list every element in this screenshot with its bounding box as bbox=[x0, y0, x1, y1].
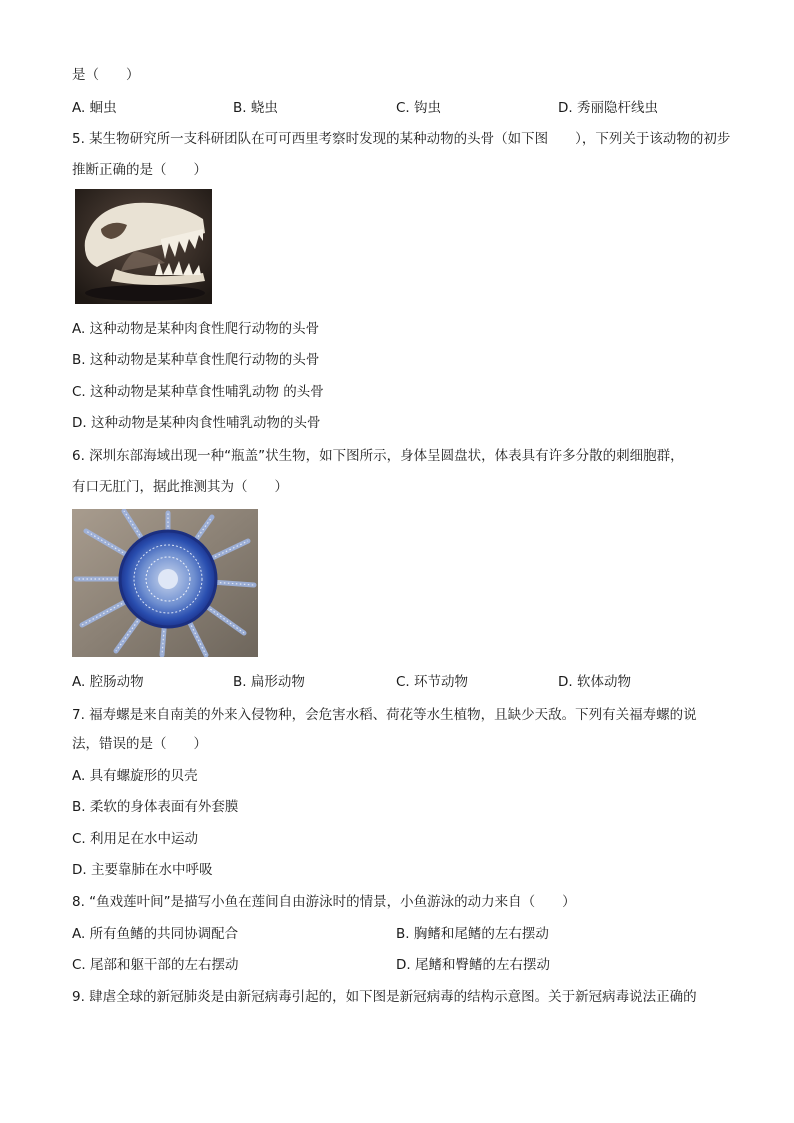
q6-option-d: D. 软体动物 bbox=[558, 674, 631, 690]
q5-option-d: D. 这种动物是某种肉食性哺乳动物的头骨 bbox=[72, 415, 321, 431]
q8-option-a: A. 所有鱼鳍的共同协调配合 bbox=[72, 926, 239, 942]
q6-option-b: B. 扁形动物 bbox=[233, 674, 305, 690]
skull-icon bbox=[75, 189, 212, 304]
animal-skull-photo bbox=[75, 189, 212, 304]
q8-option-d: D. 尾鳍和臀鳍的左右摆动 bbox=[396, 957, 550, 973]
q6-option-c: C. 环节动物 bbox=[396, 674, 469, 690]
q4-option-d: D. 秀丽隐杆线虫 bbox=[558, 100, 658, 116]
q8-option-c: C. 尾部和躯干部的左右摆动 bbox=[72, 957, 239, 973]
q5-stem-line1: 5. 某生物研究所一支科研团队在可可西里考察时发现的某种动物的头骨（如下图 ），下列关于该动物的初步 bbox=[72, 131, 731, 147]
q7-stem-line1: 7. 福寿螺是来自南美的外来入侵物种，会危害水稻、荷花等水生植物，且缺少天敌。下列有关福寿螺的说 bbox=[72, 707, 697, 723]
q5-option-c: C. 这种动物是某种草食性哺乳动物 的头骨 bbox=[72, 384, 324, 400]
q8-stem-line1: 8. “鱼戏莲叶间”是描写小鱼在莲间自由游泳时的情景，小鱼游泳的动力来自（ ） bbox=[72, 894, 576, 910]
q7-stem-line2: 法，错误的是（ ） bbox=[72, 736, 207, 752]
q5-option-a: A. 这种动物是某种肉食性爬行动物的头骨 bbox=[72, 321, 320, 337]
q5-stem-line2: 推断正确的是（ ） bbox=[72, 162, 207, 178]
q7-option-b: B. 柔软的身体表面有外套膜 bbox=[72, 799, 239, 815]
q6-stem-line1: 6. 深圳东部海域出现一种“瓶盖”状生物，如下图所示，身体呈圆盘状，体表具有许多分散的刺细胞群， bbox=[72, 448, 684, 464]
blue-button-jellyfish-photo bbox=[72, 509, 258, 657]
q9-stem-line1: 9. 肆虐全球的新冠肺炎是由新冠病毒引起的，如下图是新冠病毒的结构示意图。关于新冠病毒说法正确的 bbox=[72, 989, 697, 1005]
q7-option-a: A. 具有螺旋形的贝壳 bbox=[72, 768, 198, 784]
q4-option-c: C. 钩虫 bbox=[396, 100, 442, 116]
q7-option-c: C. 利用足在水中运动 bbox=[72, 831, 199, 847]
jellyfish-icon bbox=[72, 509, 258, 657]
q5-option-b: B. 这种动物是某种草食性爬行动物的头骨 bbox=[72, 352, 320, 368]
q6-option-a: A. 腔肠动物 bbox=[72, 674, 144, 690]
q8-option-b: B. 胸鳍和尾鳍的左右摆动 bbox=[396, 926, 549, 942]
q6-stem-line2: 有口无肛门，据此推测其为（ ） bbox=[72, 479, 288, 495]
q7-option-d: D. 主要靠肺在水中呼吸 bbox=[72, 862, 213, 878]
q4-option-b: B. 蛲虫 bbox=[233, 100, 278, 116]
q4-option-a: A. 蛔虫 bbox=[72, 100, 117, 116]
q4-stem-tail: 是（ ） bbox=[72, 67, 140, 83]
